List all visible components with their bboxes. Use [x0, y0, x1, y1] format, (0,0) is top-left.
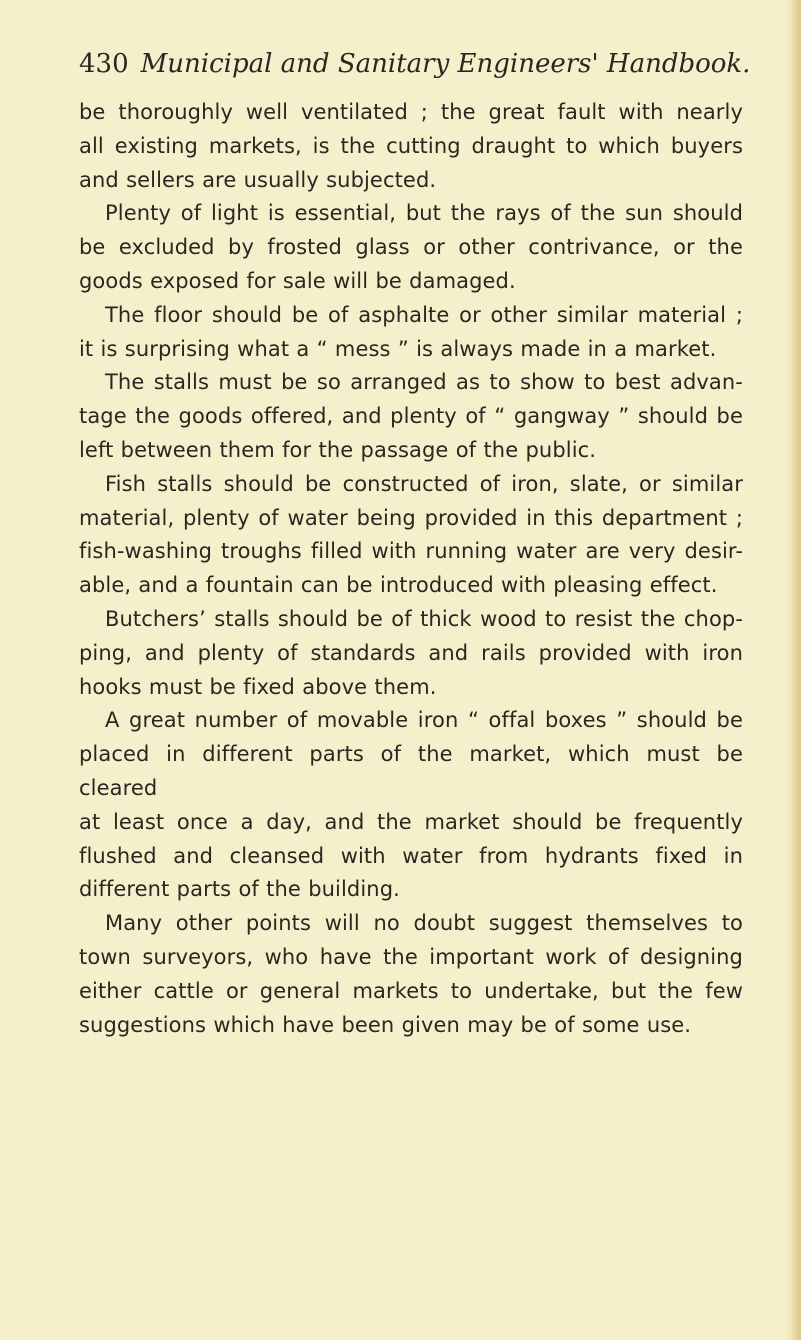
- text-line: tage the goods offered, and plenty of “ gangway ” should be: [79, 404, 743, 429]
- text-line: material, plenty of water being provided in this department ;: [79, 505, 743, 530]
- text-line: left between them for the passage of the public.: [79, 437, 597, 462]
- text-line: The stalls must be so arranged as to show to best advan-: [105, 370, 743, 395]
- text-line: either cattle or general markets to undertake, but the few: [79, 978, 743, 1003]
- text-line: and sellers are usually subjected.: [79, 167, 437, 192]
- page-edge: [785, 0, 801, 1340]
- text-line: be excluded by frosted glass or other contrivance, or the: [79, 235, 743, 260]
- text-line: Butchers’ stalls should be of thick wood to resist the chop-: [105, 606, 743, 631]
- page-header: [79, 42, 759, 86]
- text-line: goods exposed for sale will be damaged.: [79, 268, 516, 293]
- text-line: flushed and cleansed with water from hydrants fixed in: [79, 843, 743, 868]
- text-line: it is surprising what a “ mess ” is always made in a market.: [79, 336, 717, 361]
- text-line: town surveyors, who have the important work of designing: [79, 944, 743, 969]
- text-line: ping, and plenty of standards and rails provided with iron: [79, 640, 743, 665]
- text-line: fish-washing troughs filled with running water are very desir-: [79, 539, 743, 564]
- text-line: A great number of movable iron “ offal boxes ” should be: [105, 708, 743, 733]
- text-line: placed in different parts of the market, which must be cleared: [79, 742, 743, 800]
- text-line: hooks must be fixed above them.: [79, 674, 437, 699]
- running-head: Municipal and Sanitary Engineers' Handbook.: [140, 49, 751, 79]
- text-line: Fish stalls should be constructed of iron, slate, or similar: [105, 471, 743, 496]
- text-line: able, and a fountain can be introduced with pleasing effect.: [79, 573, 718, 598]
- text-line: suggestions which have been given may be of some use.: [79, 1012, 692, 1037]
- text-line: all existing markets, is the cutting draught to which buyers: [79, 133, 743, 158]
- page-number: 430: [79, 49, 129, 79]
- body-text: [79, 96, 743, 1042]
- text-line: be thoroughly well ventilated ; the great fault with nearly: [79, 100, 743, 124]
- text-line: different parts of the building.: [79, 877, 400, 902]
- text-line: at least once a day, and the market should be frequently: [79, 809, 743, 834]
- text-line: Plenty of light is essential, but the rays of the sun should: [105, 201, 743, 226]
- text-line: The floor should be of asphalte or other similar material ;: [105, 302, 743, 327]
- text-line: Many other points will no doubt suggest themselves to: [105, 911, 743, 936]
